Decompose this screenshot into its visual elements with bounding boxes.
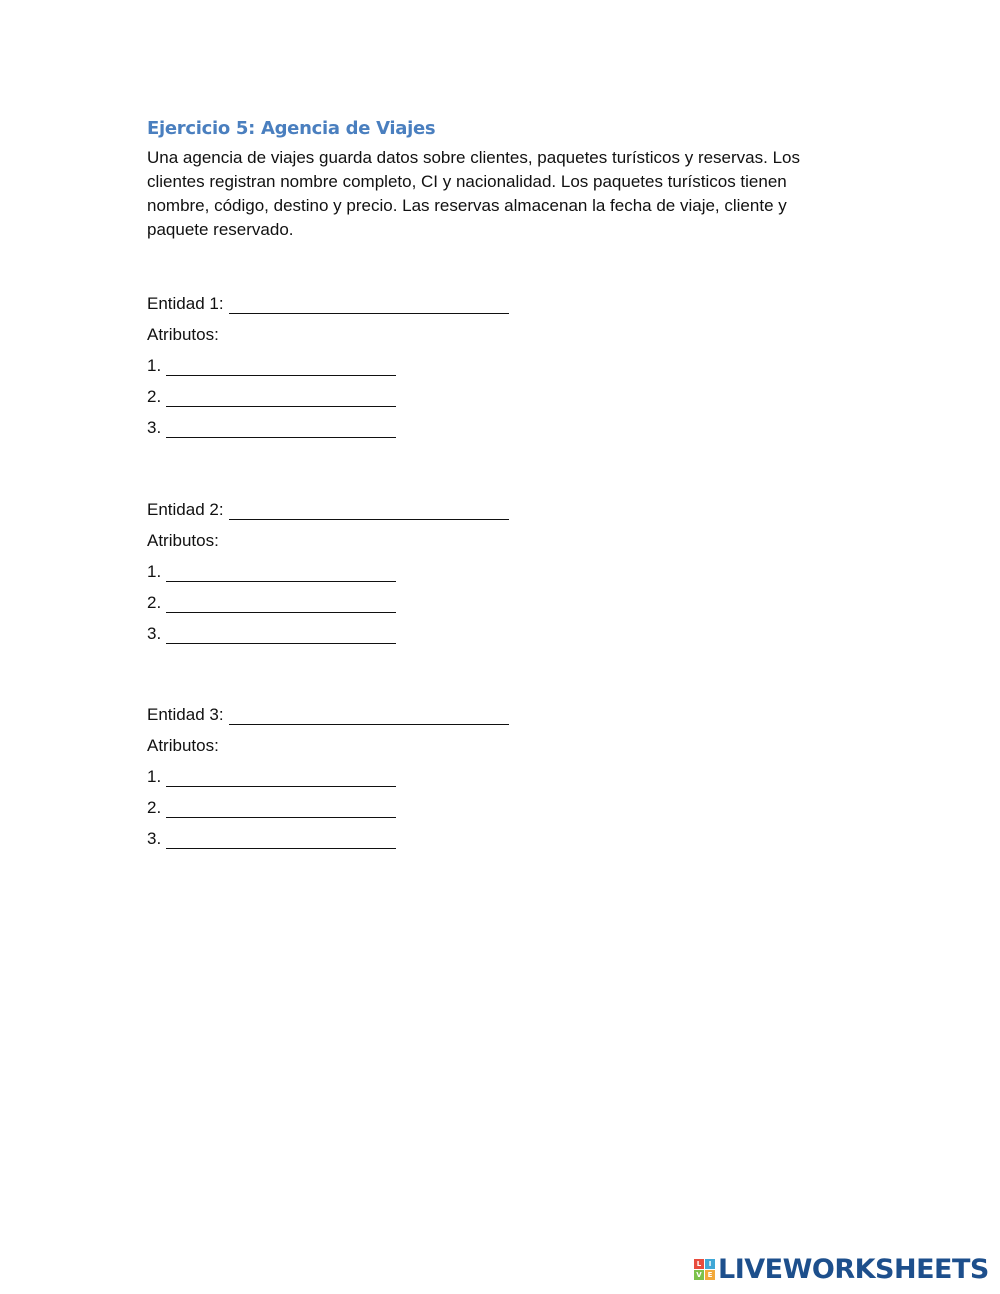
attribute-number: 1. <box>147 767 162 786</box>
logo-mark-icon <box>694 1259 715 1280</box>
entity-2-attribute-row <box>147 562 396 582</box>
attribute-number: 3. <box>147 829 162 848</box>
entity-3-attribute-row <box>147 798 396 818</box>
attributes-label: Atributos: <box>147 531 219 550</box>
attribute-answer-blank[interactable] <box>166 390 396 407</box>
attribute-number: 1. <box>147 562 162 581</box>
entity-2-attributes-label <box>147 531 219 551</box>
attribute-answer-blank[interactable] <box>166 832 396 849</box>
entity-1-label: Entidad 1: <box>147 294 224 313</box>
attribute-answer-blank[interactable] <box>166 627 396 644</box>
attribute-answer-blank[interactable] <box>166 801 396 818</box>
attribute-number: 2. <box>147 593 162 612</box>
entity-3-attribute-row <box>147 767 396 787</box>
entity-1-attribute-row <box>147 418 396 438</box>
attribute-answer-blank[interactable] <box>166 770 396 787</box>
logo-text: LIVEWORKSHEETS <box>718 1253 989 1285</box>
logo-tile: V <box>694 1270 704 1280</box>
entity-1-answer-blank[interactable] <box>229 297 509 314</box>
description-line: paquete reservado. <box>147 220 294 239</box>
attributes-label: Atributos: <box>147 325 219 344</box>
description-line: nombre, código, destino y precio. Las reservas almacenan la fecha de viaje, cliente y <box>147 196 787 215</box>
entity-1-attribute-row <box>147 356 396 376</box>
attribute-answer-blank[interactable] <box>166 421 396 438</box>
entity-1-row <box>147 294 509 314</box>
attribute-number: 2. <box>147 798 162 817</box>
attribute-answer-blank[interactable] <box>166 565 396 582</box>
entity-1-attribute-row <box>147 387 396 407</box>
logo-tile: I <box>705 1259 715 1269</box>
attributes-label: Atributos: <box>147 736 219 755</box>
logo-tile: L <box>694 1259 704 1269</box>
entity-3-answer-blank[interactable] <box>229 708 509 725</box>
entity-1-attributes-label <box>147 325 219 345</box>
entity-3-attribute-row <box>147 829 396 849</box>
attribute-number: 1. <box>147 356 162 375</box>
liveworksheets-logo <box>694 1254 989 1284</box>
entity-2-answer-blank[interactable] <box>229 503 509 520</box>
attribute-number: 2. <box>147 387 162 406</box>
entity-2-attribute-row <box>147 624 396 644</box>
attribute-number: 3. <box>147 418 162 437</box>
entity-2-label: Entidad 2: <box>147 500 224 519</box>
description-line: clientes registran nombre completo, CI y nacionalidad. Los paquetes turísticos tienen <box>147 172 787 191</box>
entity-2-attribute-row <box>147 593 396 613</box>
attribute-number: 3. <box>147 624 162 643</box>
entity-3-row <box>147 705 509 725</box>
attribute-answer-blank[interactable] <box>166 359 396 376</box>
exercise-title: Ejercicio 5: Agencia de Viajes <box>147 118 436 139</box>
entity-3-label: Entidad 3: <box>147 705 224 724</box>
description-line: Una agencia de viajes guarda datos sobre clientes, paquetes turísticos y reservas. Los <box>147 148 800 167</box>
exercise-description <box>147 146 847 242</box>
entity-3-attributes-label <box>147 736 219 756</box>
logo-tile: E <box>705 1270 715 1280</box>
entity-2-row <box>147 500 509 520</box>
attribute-answer-blank[interactable] <box>166 596 396 613</box>
